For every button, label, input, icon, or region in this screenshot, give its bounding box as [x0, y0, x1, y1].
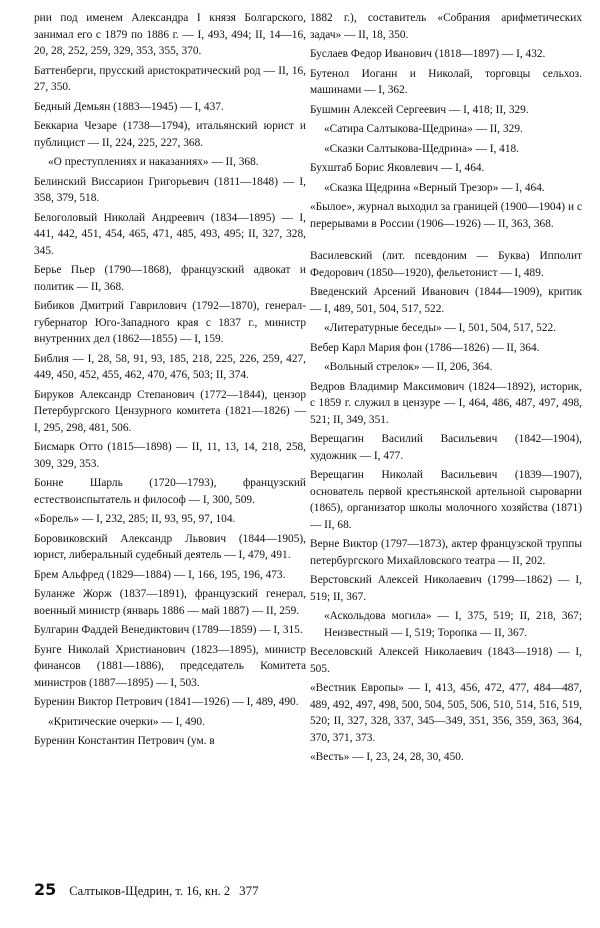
section-gap	[310, 232, 582, 248]
index-entry: Вебер Карл Мария фон (1786—1826) — II, 364.	[310, 341, 540, 354]
index-subentry: «Сказка Щедрина «Верный Трезор» — I, 464.	[324, 181, 545, 194]
index-entry: рии под именем Александра I князя Болгарского, занимал его с 1879 по 1886 г. — I, 493, 494; II, 14—16, 20, 28, 252, 259, 329, 353, 355, 370.	[34, 12, 306, 57]
index-entry: Буслаев Федор Иванович (1818—1897) — I, 432.	[310, 48, 546, 60]
index-entry: Ведров Владимир Максимович (1824—1892), историк, с 1859 г. служил в цензуре — I, 464, 486, 487, 497, 498, 521; II, 349, 351.	[310, 380, 582, 426]
index-entry: Боровиковский Александр Львович (1844—1905), юрист, либеральный судебный деятель — I, 479, 491.	[34, 532, 306, 561]
signature-number: 25	[34, 880, 57, 899]
index-entry: Бутенол Иоганн и Николай, торговцы сельхоз. машинами — I, 362.	[310, 67, 582, 96]
index-entry: Введенский Арсений Иванович (1844—1909), критик — I, 489, 501, 504, 517, 522.	[310, 286, 582, 315]
index-entry: Белоголовый Николай Андреевич (1834—1895) — I, 441, 442, 451, 454, 465, 471, 485, 493, 495; II, 327, 328, 345.	[34, 211, 306, 257]
index-entry: Беккариа Чезаре (1738—1794), итальянский юрист и публицист — II, 224, 225, 227, 368.	[34, 120, 306, 149]
index-entry: Веселовский Алексей Николаевич (1843—1918) — I, 505.	[310, 646, 582, 675]
index-subentry: «Вольный стрелок» — II, 206, 364.	[324, 361, 493, 373]
index-subentry: «Критические очерки» — I, 490.	[48, 715, 205, 728]
index-entry: Верне Виктор (1797—1873), актер французской труппы петербургского Михайловского театра — II, 202.	[310, 538, 582, 567]
index-entry: Верещагин Николай Васильевич (1839—1907), основатель первой крестьянской артельной сыроварни (1865), организатор школы молочного хозяйства (1871) — II, 68.	[310, 469, 582, 531]
index-entry: Бонне Шарль (1720—1793), французский естествоиспытатель и философ — I, 300, 509.	[34, 477, 306, 506]
index-entry: Василевский (лит. псевдоним — Буква) Ипполит Федорович (1850—1920), фельетонист — I, 489.	[310, 250, 582, 279]
index-entry: «Весть» — I, 23, 24, 28, 30, 450.	[310, 751, 464, 763]
index-subentry: «Сказки Салтыкова-Щедрина» — I, 418.	[324, 142, 520, 155]
right-column	[310, 10, 582, 766]
index-entry: Библия — I, 28, 58, 91, 93, 185, 218, 225, 226, 259, 427, 449, 450, 452, 455, 462, 470, 476, 503; II, 374.	[34, 352, 306, 381]
index-entry: Бушмин Алексей Сергеевич — I, 418; II, 329.	[310, 103, 529, 116]
index-entry: Бисмарк Отто (1815—1898) — II, 11, 13, 14, 218, 258, 309, 329, 353.	[34, 441, 306, 470]
index-subentry: «Аскольдова могила» — I, 375, 519; II, 218, 367; Неизвестный — I, 519; Торопка — II, 367.	[324, 610, 582, 639]
index-entry: «Борель» — I, 232, 285; II, 93, 95, 97, 104.	[34, 513, 236, 525]
index-entry: 1882 г.), составитель «Собрания арифметических задач» — II, 18, 350.	[310, 12, 582, 41]
left-column	[34, 10, 306, 750]
index-entry: Буренин Виктор Петрович (1841—1926) — I, 489, 490.	[34, 696, 299, 708]
page-number: 377	[239, 883, 259, 898]
index-entry: Баттенберги, прусский аристократический род — II, 16, 27, 350.	[34, 64, 306, 93]
index-subentry: «О преступлениях и наказаниях» — II, 368.	[48, 156, 259, 168]
index-subentry: «Литературные беседы» — I, 501, 504, 517, 522.	[324, 322, 556, 334]
index-entry: Брем Альфред (1829—1884) — I, 166, 195, 196, 473.	[34, 568, 286, 581]
index-entry: Верстовский Алексей Николаевич (1799—1862) — I, 519; II, 367.	[310, 574, 582, 603]
page-footer	[34, 880, 574, 899]
index-entry: Бибиков Дмитрий Гаврилович (1792—1870), генерал-губернатор Юго-Западного края с 1837 г., министр внутренних дел (1862—1855) — I, 159.	[34, 300, 306, 345]
index-entry: «Вестник Европы» — I, 413, 456, 472, 477, 484—487, 489, 492, 497, 498, 500, 504, 505, 506, 510, 514, 516, 519, 520; II, 327, 328, 337, 345—349, 351, 356, 359, 363, 364, 370, 371, 373.	[310, 682, 582, 744]
index-entry: Бухштаб Борис Яковлевич — I, 464.	[310, 162, 485, 174]
volume-title: Салтыков-Щедрин, т. 16, кн. 2	[69, 884, 231, 898]
index-subentry: «Сатира Салтыкова-Щедрина» — II, 329.	[324, 123, 523, 135]
index-entry: «Былое», журнал выходил за границей (1900—1904) и с перерывами в России (1906—1926) — II, 363, 368.	[310, 201, 582, 230]
index-entry: Буренин Константин Петрович (ум. в	[34, 735, 215, 747]
index-entry: Бунге Николай Христианович (1823—1895), министр финансов (1881—1886), председатель Комитета министров (1887—1895) — I, 503.	[34, 643, 306, 689]
index-entry: Бируков Александр Степанович (1772—1844), цензор Петербургского Цензурного комитета (1821—1826) — I, 295, 298, 481, 506.	[34, 388, 306, 434]
index-entry: Бедный Демьян (1883—1945) — I, 437.	[34, 100, 224, 113]
index-entry: Булгарин Фаддей Венедиктович (1789—1859) — I, 315.	[34, 624, 303, 636]
index-entry: Белинский Виссарион Григорьевич (1811—1848) — I, 358, 379, 518.	[34, 175, 306, 204]
index-entry: Буланже Жорж (1837—1891), французский генерал, военный министр (январь 1886 — май 1887) — II, 259.	[34, 588, 306, 617]
index-entry: Верещагин Василий Васильевич (1842—1904), художник — I, 477.	[310, 433, 582, 462]
index-entry: Берье Пьер (1790—1868), французский адвокат и политик — II, 368.	[34, 264, 306, 293]
